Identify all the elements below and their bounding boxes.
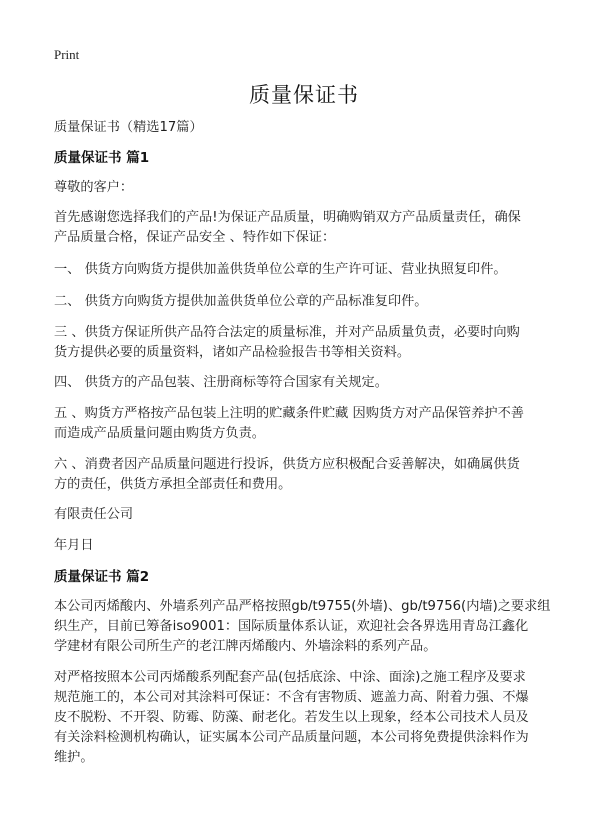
text-line: 五 、购货方严格按产品包装上注明的贮藏条件贮藏 因购货方对产品保管养护不善 xyxy=(54,406,524,421)
document-subtitle: 质量保证书（精选17篇） xyxy=(54,120,203,135)
section-heading-2: 质量保证书 篇2 xyxy=(54,569,150,585)
greeting: 尊敬的客户： xyxy=(54,180,134,195)
text-line: 货方提供必要的质量资料，诸如产品检验报告书等相关资料。 xyxy=(54,345,411,360)
text-line: 维护。 xyxy=(54,750,94,765)
text-line: 皮不脱粉、不开裂、防霉、防藻、耐老化。若发生以上现象，经本公司技术人员及 xyxy=(54,710,529,725)
text-line: 六 、消费者因产品质量问题进行投诉，供货方应积极配合妥善解决，如确属供货 xyxy=(54,457,520,472)
text-line: 对严格按照本公司丙烯酸系列配套产品(包括底涂、中涂、面涂)之施工程序及要求 xyxy=(54,670,526,685)
guarantee-item-2: 二、 供货方向购货方提供加盖供货单位公章的产品标准复印件。 xyxy=(54,294,428,309)
text-line: 本公司丙烯酸内、外墙系列产品严格按照gb/t9755(外墙)、gb/t9756(内墙)之要求组 xyxy=(54,599,551,614)
document-title: 质量保证书 xyxy=(249,83,359,107)
text-line: 方的责任，供货方承担全部责任和费用。 xyxy=(54,477,292,492)
text-line: 规范施工的，本公司对其涂料可保证：不含有害物质、遮盖力高、附着力强、不爆 xyxy=(54,690,529,705)
text-line: 织生产，目前已筹备iso9001：国际质量体系认证，欢迎社会各界选用青岛江鑫化 xyxy=(54,619,529,634)
guarantee-item-1: 一、 供货方向购货方提供加盖供货单位公章的生产许可证、营业执照复印件。 xyxy=(54,262,507,277)
text-line: 有关涂料检测机构确认，证实属本公司产品质量问题，本公司将免费提供涂料作为 xyxy=(54,730,529,745)
section-heading-1: 质量保证书 篇1 xyxy=(54,150,150,166)
text-line: 三 、供货方保证所供产品符合法定的质量标准，并对产品质量负责，必要时向购 xyxy=(54,325,520,340)
text-line: 首先感谢您选择我们的产品!为保证产品质量，明确购销双方产品质量责任，确保 xyxy=(54,210,521,225)
company-name: 有限责任公司 xyxy=(54,507,134,522)
guarantee-item-4: 四、 供货方的产品包装、注册商标等符合国家有关规定。 xyxy=(54,375,388,390)
text-line: 学建材有限公司所生产的老江牌丙烯酸内、外墙涂料的系列产品。 xyxy=(54,639,437,654)
print-link[interactable]: Print xyxy=(54,47,80,62)
date-line: 年月日 xyxy=(54,538,94,553)
text-line: 产品质量合格，保证产品安全 、特作如下保证： xyxy=(54,230,336,245)
text-line: 而造成产品质量问题由购货方负责。 xyxy=(54,426,265,441)
